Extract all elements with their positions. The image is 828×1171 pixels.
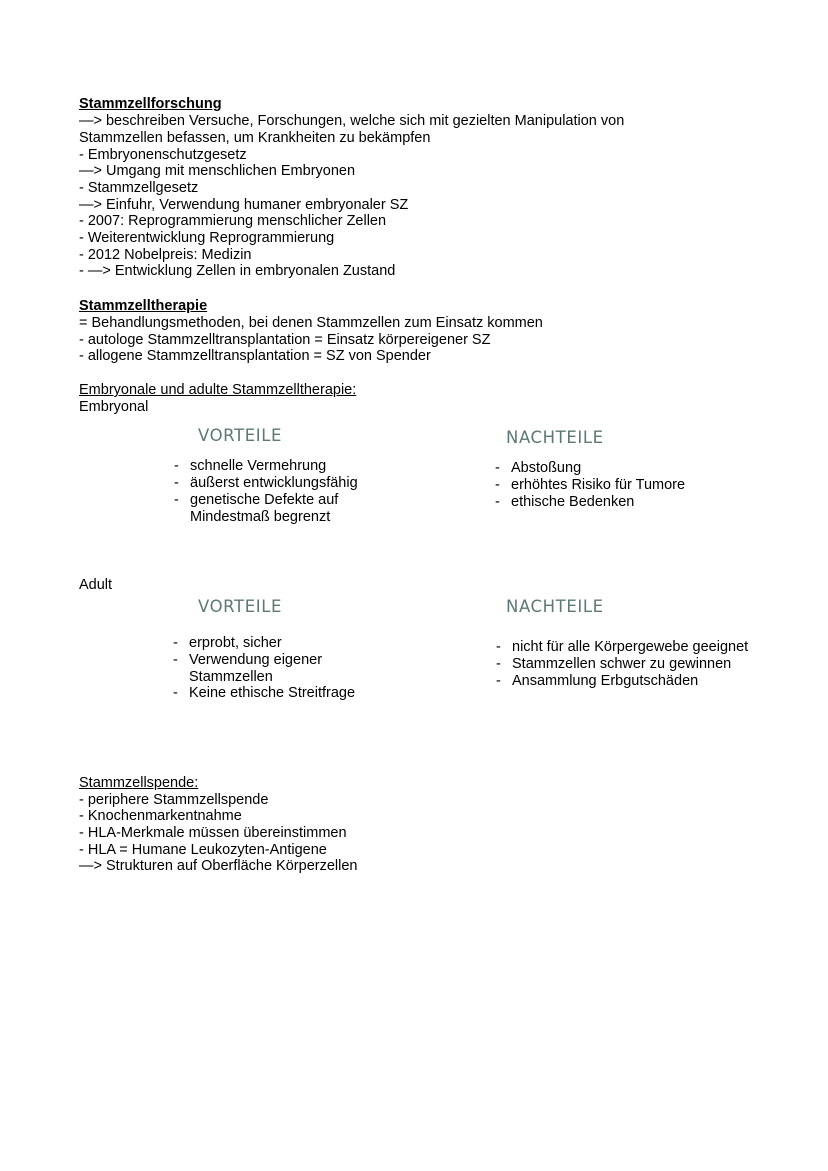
adult-pro-item-continued: Stammzellen xyxy=(189,669,273,685)
list-item: - Embryonenschutzgesetz xyxy=(79,147,247,163)
embryonal-pros-title: VORTEILE xyxy=(198,426,283,445)
text-line: —> Strukturen auf Oberfläche Körperzellen xyxy=(79,858,358,874)
text-line: Stammzellen befassen, um Krankheiten zu bekämpfen xyxy=(79,130,431,146)
heading-stammzelltherapie: Stammzelltherapie xyxy=(79,298,208,314)
adult-cons-title: NACHTEILE xyxy=(506,597,604,616)
list-item: - periphere Stammzellspende xyxy=(79,792,269,808)
list-item: - —> Entwicklung Zellen in embryonalen Zustand xyxy=(79,263,396,279)
label-embryonal: Embryonal xyxy=(79,399,149,415)
adult-con-item: - Stammzellen schwer zu gewinnen xyxy=(496,656,732,672)
list-item: - Stammzellgesetz xyxy=(79,180,199,196)
adult-pros-title: VORTEILE xyxy=(198,597,283,616)
list-item: - 2007: Reprogrammierung menschlicher Zellen xyxy=(79,213,387,229)
heading-stammzellforschung: Stammzellforschung xyxy=(79,96,222,112)
text-line: —> Einfuhr, Verwendung humaner embryonaler SZ xyxy=(79,197,409,213)
list-item: - Weiterentwicklung Reprogrammierung xyxy=(79,230,335,246)
adult-pro-item: - Verwendung eigener xyxy=(173,652,323,668)
embryonal-cons-title: NACHTEILE xyxy=(506,428,604,447)
heading-embryonal-adult: Embryonale und adulte Stammzelltherapie: xyxy=(79,382,357,398)
embryonal-pro-item: - äußerst entwicklungsfähig xyxy=(174,475,358,491)
text-line: = Behandlungsmethoden, bei denen Stammzellen zum Einsatz kommen xyxy=(79,315,543,331)
adult-con-item: - Ansammlung Erbgutschäden xyxy=(496,673,699,689)
label-adult: Adult xyxy=(79,577,113,593)
list-item: - 2012 Nobelpreis: Medizin xyxy=(79,247,252,263)
list-item: - HLA-Merkmale müssen übereinstimmen xyxy=(79,825,347,841)
adult-con-item: - nicht für alle Körpergewebe geeignet xyxy=(496,639,749,655)
embryonal-con-item: - erhöhtes Risiko für Tumore xyxy=(495,477,686,493)
list-item: - HLA = Humane Leukozyten-Antigene xyxy=(79,842,327,858)
embryonal-pro-item: - schnelle Vermehrung xyxy=(174,458,327,474)
embryonal-con-item: - ethische Bedenken xyxy=(495,494,635,510)
embryonal-pro-item-continued: Mindestmaß begrenzt xyxy=(190,509,331,525)
heading-stammzellspende: Stammzellspende: xyxy=(79,775,199,791)
embryonal-con-item: - Abstoßung xyxy=(495,460,582,476)
list-item: - Knochenmarkentnahme xyxy=(79,808,242,824)
adult-pro-item: - erprobt, sicher xyxy=(173,635,282,651)
list-item: - allogene Stammzelltransplantation = SZ von Spender xyxy=(79,348,431,364)
text-line: —> beschreiben Versuche, Forschungen, welche sich mit gezielten Manipulation von xyxy=(79,113,625,129)
list-item: - autologe Stammzelltransplantation = Einsatz körpereigener SZ xyxy=(79,332,491,348)
embryonal-pro-item: - genetische Defekte auf xyxy=(174,492,339,508)
text-line: —> Umgang mit menschlichen Embryonen xyxy=(79,163,356,179)
adult-pro-item: - Keine ethische Streitfrage xyxy=(173,685,356,701)
